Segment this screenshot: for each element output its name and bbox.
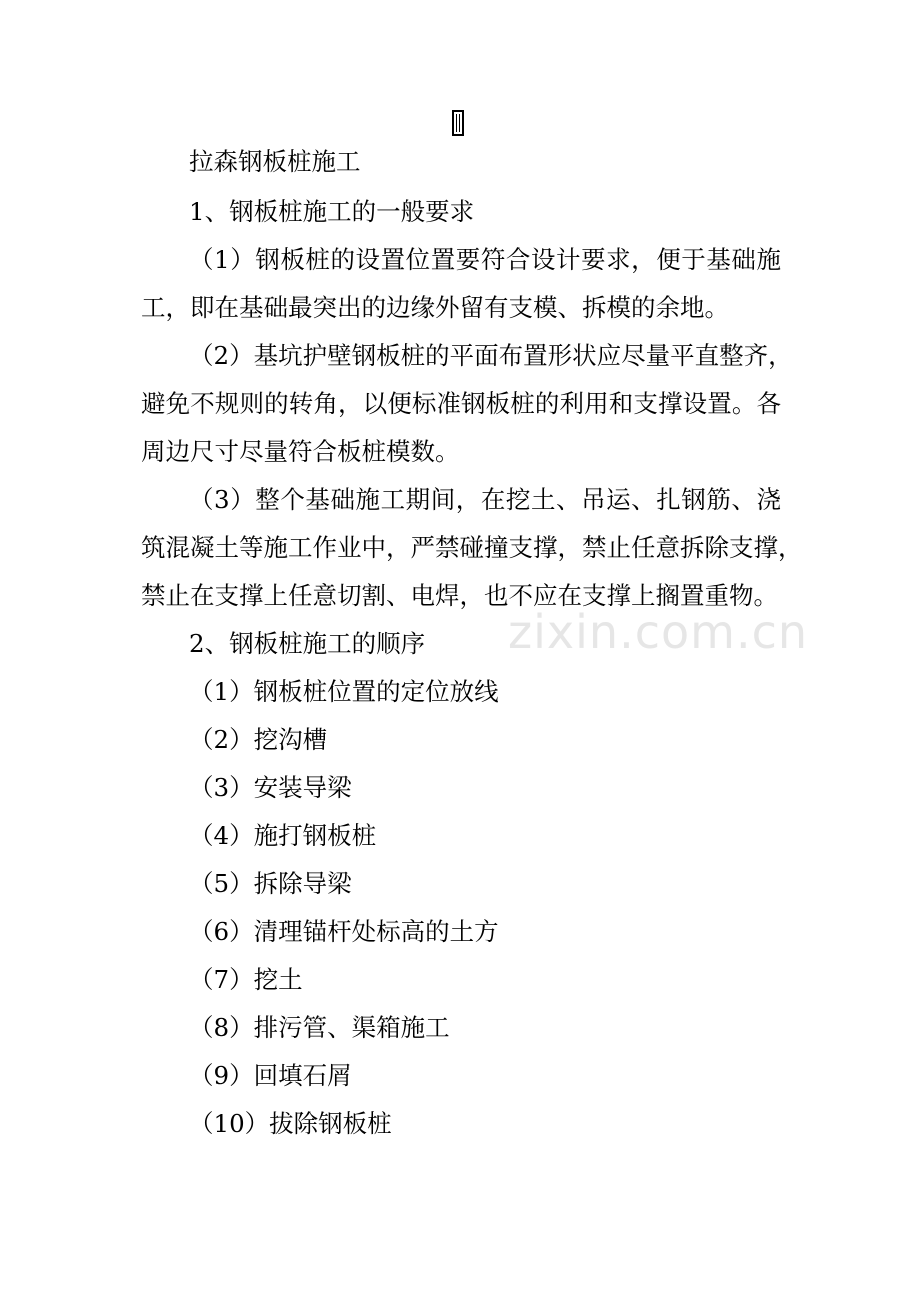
- step-item: （9）回填石屑: [189, 1061, 352, 1090]
- paragraph-3-line-3: 禁止在支撑上任意切割、电焊，也不应在支撑上搁置重物。: [141, 581, 778, 610]
- section-1-heading: 1、钢板桩施工的一般要求: [189, 197, 475, 226]
- page-mark-icon: [452, 110, 464, 136]
- watermark: zixin.com.cn: [508, 605, 809, 659]
- step-item: （7）挖土: [189, 965, 303, 994]
- step-item: （3）安装导梁: [189, 773, 352, 802]
- paragraph-2-line-1: （2）基坑护壁钢板桩的平面布置形状应尽量平直整齐，: [189, 341, 793, 370]
- step-item: （10）拔除钢板桩: [189, 1109, 392, 1138]
- step-item: （8）排污管、渠箱施工: [189, 1013, 450, 1042]
- paragraph-2-line-2: 避免不规则的转角，以便标准钢板桩的利用和支撑设置。各: [141, 389, 781, 418]
- step-item: （4）施打钢板桩: [189, 821, 377, 850]
- paragraph-3-line-2: 筑混凝土等施工作业中，严禁碰撞支撑，禁止任意拆除支撑，: [141, 533, 803, 562]
- step-item: （6）清理锚杆处标高的土方: [189, 917, 499, 946]
- step-item: （1）钢板桩位置的定位放线: [189, 677, 499, 706]
- paragraph-3-line-1: （3）整个基础施工期间，在挖土、吊运、扎钢筋、浇: [189, 485, 781, 514]
- step-item: （2）挖沟槽: [189, 725, 328, 754]
- paragraph-2-line-3: 周边尺寸尽量符合板桩模数。: [141, 437, 460, 466]
- paragraph-1-line-2: 工，即在基础最突出的边缘外留有支模、拆模的余地。: [141, 293, 729, 322]
- step-item: （5）拆除导梁: [189, 869, 352, 898]
- section-2-heading: 2、钢板桩施工的顺序: [189, 629, 426, 658]
- document-title: 拉森钢板桩施工: [189, 147, 361, 176]
- paragraph-1-line-1: （1）钢板桩的设置位置要符合设计要求，便于基础施: [189, 245, 781, 274]
